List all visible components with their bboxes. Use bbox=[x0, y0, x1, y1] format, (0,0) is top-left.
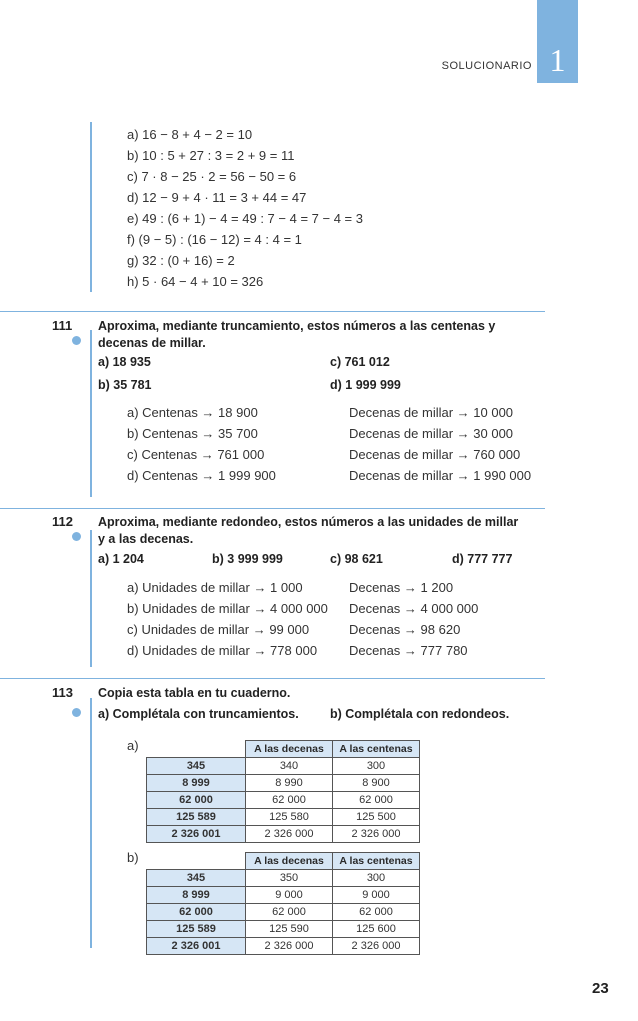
option-111-b: b) 35 781 bbox=[98, 378, 152, 392]
table-header-row bbox=[147, 853, 420, 870]
answer-111-d-right: Decenas de millar → 1 990 000 bbox=[349, 468, 532, 483]
answer-112-c bbox=[127, 622, 461, 637]
table-b-label: b) bbox=[127, 850, 139, 865]
answer-111-a-right: Decenas de millar → 10 000 bbox=[349, 405, 514, 420]
header-label: SOLUCIONARIO bbox=[441, 60, 532, 72]
table-cell: 125 580 bbox=[246, 809, 333, 826]
table-cell: 62 000 bbox=[246, 792, 333, 809]
answer-111-b-right: Decenas de millar → 30 000 bbox=[349, 426, 514, 441]
table-cell: 9 000 bbox=[246, 887, 333, 904]
row-header: 345 bbox=[147, 758, 246, 775]
equation-e: e) 49 : (6 + 1) − 4 = 49 : 7 − 4 = 7 − 4 = 3 bbox=[127, 211, 363, 226]
problem-statement-113: Copia esta tabla en tu cuaderno. bbox=[98, 686, 291, 700]
answer-111-a-left: a) Centenas → 18 900 bbox=[127, 405, 258, 420]
option-112-a: a) 1 204 bbox=[98, 552, 144, 566]
table-row bbox=[147, 792, 420, 809]
table-row bbox=[147, 887, 420, 904]
answer-111-c-right: Decenas de millar → 760 000 bbox=[349, 447, 521, 462]
table-row bbox=[147, 826, 420, 843]
row-header: 8 999 bbox=[147, 887, 246, 904]
answer-111-b bbox=[127, 426, 514, 441]
problem-number-111: 111 bbox=[52, 318, 73, 333]
table-corner bbox=[147, 741, 246, 758]
bullet-dot-icon bbox=[72, 532, 81, 541]
table-cell: 125 600 bbox=[333, 921, 420, 938]
answer-111-c-left: c) Centenas → 761 000 bbox=[127, 447, 265, 462]
table-cell: 62 000 bbox=[333, 904, 420, 921]
equation-d: d) 12 − 9 + 4 · 11 = 3 + 44 = 47 bbox=[127, 190, 307, 205]
bullet-dot-icon bbox=[72, 336, 81, 345]
table-cell: 62 000 bbox=[333, 792, 420, 809]
column-header-centenas: A las centenas bbox=[333, 741, 420, 758]
table-row bbox=[147, 938, 420, 955]
answer-112-a-left: a) Unidades de millar → 1 000 bbox=[127, 580, 303, 595]
table-row bbox=[147, 809, 420, 826]
equation-c: c) 7 · 8 − 25 · 2 = 56 − 50 = 6 bbox=[127, 169, 297, 184]
option-112-d: d) 777 777 bbox=[452, 552, 513, 566]
column-header-decenas: A las decenas bbox=[246, 741, 333, 758]
table-cell: 2 326 000 bbox=[246, 826, 333, 843]
table-cell: 8 900 bbox=[333, 775, 420, 792]
table-rounding bbox=[146, 852, 420, 955]
option-113-a: a) Complétala con truncamientos. bbox=[98, 707, 299, 721]
problem-statement-112: Aproxima, mediante redondeo, estos números a las unidades de millar y a las decenas. bbox=[98, 515, 519, 546]
option-112-c: c) 98 621 bbox=[330, 552, 383, 566]
table-cell: 62 000 bbox=[246, 904, 333, 921]
table-cell: 300 bbox=[333, 870, 420, 887]
table-row bbox=[147, 904, 420, 921]
option-111-c: c) 761 012 bbox=[330, 355, 390, 369]
table-a-label: a) bbox=[127, 738, 139, 753]
option-113-b: b) Complétala con redondeos. bbox=[330, 707, 510, 721]
row-header: 62 000 bbox=[147, 792, 246, 809]
answer-112-c-left: c) Unidades de millar → 99 000 bbox=[127, 622, 310, 637]
row-header: 125 589 bbox=[147, 809, 246, 826]
table-row bbox=[147, 870, 420, 887]
answer-111-b-left: b) Centenas → 35 700 bbox=[127, 426, 258, 441]
table-cell: 9 000 bbox=[333, 887, 420, 904]
divider-111 bbox=[0, 311, 545, 312]
table-row bbox=[147, 758, 420, 775]
row-header: 125 589 bbox=[147, 921, 246, 938]
table-cell: 125 590 bbox=[246, 921, 333, 938]
page-number: 23 bbox=[592, 980, 609, 997]
answer-112-d-left: d) Unidades de millar → 778 000 bbox=[127, 643, 318, 658]
answer-112-a bbox=[127, 580, 454, 595]
answer-112-b-right: Decenas → 4 000 000 bbox=[349, 601, 479, 616]
vertical-rule-top bbox=[90, 122, 92, 292]
answer-112-c-right: Decenas → 98 620 bbox=[349, 622, 461, 637]
problem-number-113: 113 bbox=[52, 685, 73, 700]
answer-111-a bbox=[127, 405, 514, 420]
table-row bbox=[147, 921, 420, 938]
table-cell: 8 990 bbox=[246, 775, 333, 792]
answer-112-b bbox=[127, 601, 479, 616]
table-truncation bbox=[146, 740, 420, 843]
table-cell: 2 326 000 bbox=[333, 826, 420, 843]
table-corner bbox=[147, 853, 246, 870]
answer-112-d bbox=[127, 643, 468, 658]
divider-113 bbox=[0, 678, 545, 679]
equation-f: f) (9 − 5) : (16 − 12) = 4 : 4 = 1 bbox=[127, 232, 302, 247]
answer-112-b-left: b) Unidades de millar → 4 000 000 bbox=[127, 601, 328, 616]
table-cell: 2 326 000 bbox=[333, 938, 420, 955]
vertical-rule-112 bbox=[90, 530, 92, 667]
equation-a: a) 16 − 8 + 4 − 2 = 10 bbox=[127, 127, 253, 142]
chapter-tab: 1 bbox=[537, 0, 578, 83]
table-cell: 300 bbox=[333, 758, 420, 775]
bullet-dot-icon bbox=[72, 708, 81, 717]
option-111-d: d) 1 999 999 bbox=[330, 378, 401, 392]
equation-b: b) 10 : 5 + 27 : 3 = 2 + 9 = 11 bbox=[127, 148, 295, 163]
option-111-a: a) 18 935 bbox=[98, 355, 151, 369]
problem-number-112: 112 bbox=[52, 514, 73, 529]
option-112-b: b) 3 999 999 bbox=[212, 552, 283, 566]
table-cell: 350 bbox=[246, 870, 333, 887]
equation-h: h) 5 · 64 − 4 + 10 = 326 bbox=[127, 274, 264, 289]
equation-g: g) 32 : (0 + 16) = 2 bbox=[127, 253, 235, 268]
row-header: 62 000 bbox=[147, 904, 246, 921]
answer-111-c bbox=[127, 447, 521, 462]
column-header-decenas: A las decenas bbox=[246, 853, 333, 870]
table-cell: 340 bbox=[246, 758, 333, 775]
table-cell: 125 500 bbox=[333, 809, 420, 826]
answer-111-d-left: d) Centenas → 1 999 900 bbox=[127, 468, 276, 483]
table-header-row bbox=[147, 741, 420, 758]
answer-111-d bbox=[127, 468, 532, 483]
row-header: 2 326 001 bbox=[147, 826, 246, 843]
answer-112-d-right: Decenas → 777 780 bbox=[349, 643, 468, 658]
row-header: 345 bbox=[147, 870, 246, 887]
vertical-rule-113 bbox=[90, 698, 92, 948]
table-row bbox=[147, 775, 420, 792]
row-header: 8 999 bbox=[147, 775, 246, 792]
row-header: 2 326 001 bbox=[147, 938, 246, 955]
column-header-centenas: A las centenas bbox=[333, 853, 420, 870]
divider-112 bbox=[0, 508, 545, 509]
answer-112-a-right: Decenas → 1 200 bbox=[349, 580, 454, 595]
vertical-rule-111 bbox=[90, 330, 92, 497]
table-cell: 2 326 000 bbox=[246, 938, 333, 955]
problem-statement-111: Aproxima, mediante truncamiento, estos números a las centenas y decenas de millar. bbox=[98, 319, 496, 350]
